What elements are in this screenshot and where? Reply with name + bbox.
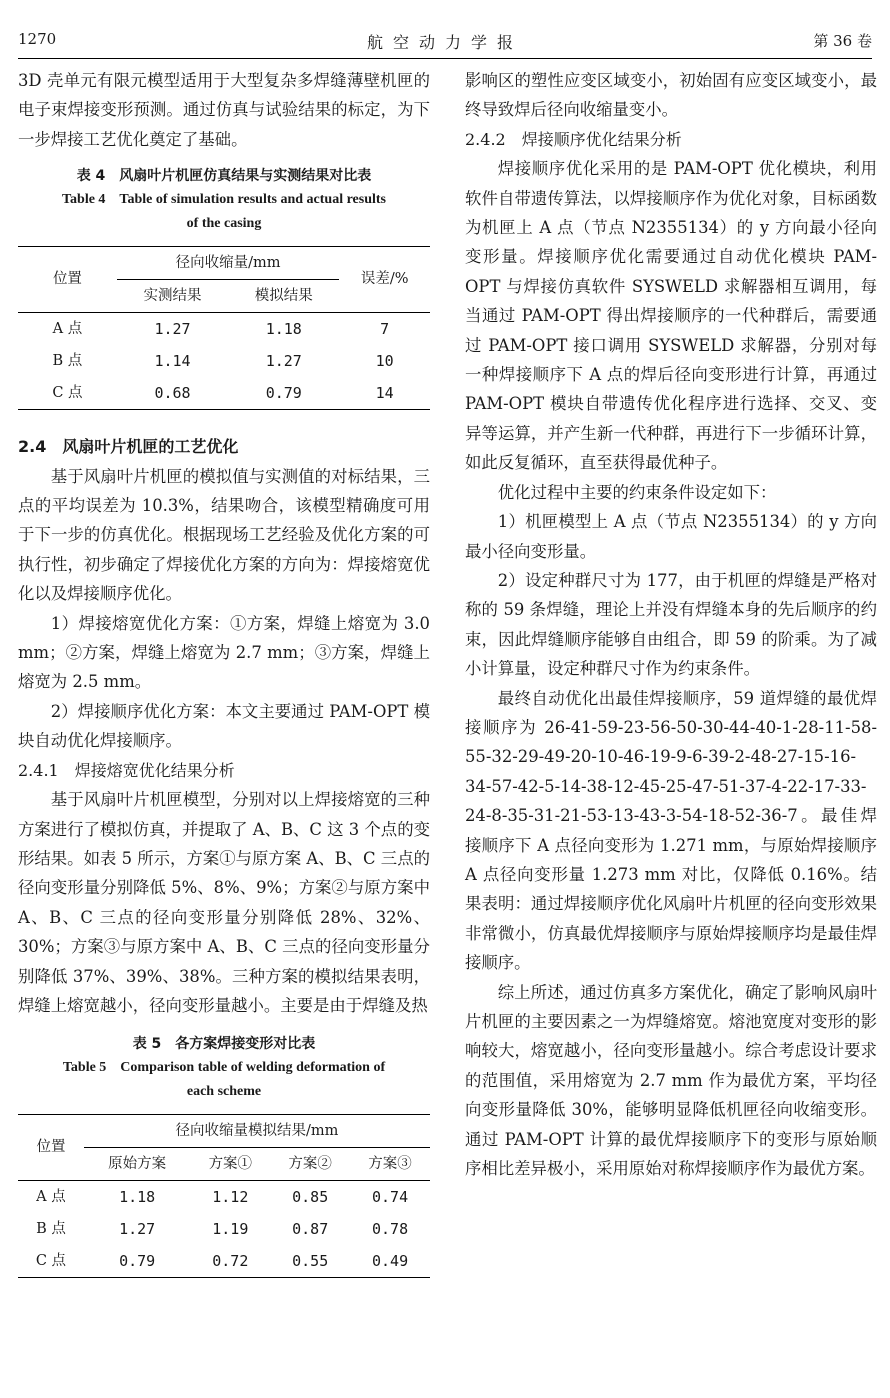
paragraph: 2）设定种群尺寸为 177，由于机匣的焊缝是严格对称的 59 条焊缝，理论上并没有焊缝本身的先后顺序的约束，因此焊缝顺序能够自由组合，即 59 的阶乘。为了减小计算量，设定种群尺寸作为约束条件。	[465, 570, 877, 679]
paragraph: 基于风扇叶片机匣的模拟值与实测值的对标结果，三点的平均误差为 10.3%，结果吻合，该模型精确度可用于下一步的仿真优化。根据现场工艺经验及优化方案的可执行性，初步确定了焊接优化方案的方向为：焊接熔宽优化以及焊接顺序优化。	[18, 466, 430, 604]
column-header: 原始方案	[108, 1155, 167, 1172]
section-heading: 2.4 风扇叶片机匣的工艺优化	[18, 437, 239, 457]
cell: 0.49	[371, 1251, 409, 1270]
cell: C 点	[35, 1252, 67, 1269]
column-header: 位置	[36, 1139, 66, 1156]
cell: A 点	[36, 1188, 66, 1205]
cell: 7	[380, 319, 390, 338]
column-group-header: 径向收缩量/mm	[117, 247, 340, 280]
cell: 0.74	[371, 1187, 409, 1206]
column-header: 误差/%	[360, 271, 409, 288]
cell: A 点	[52, 320, 83, 337]
paragraph: 焊接顺序优化采用的是 PAM-OPT 优化模块，利用软件自带遗传算法，以焊接顺序作为优化对象，目标函数为机匣上 A 点（节点 N2355134）的 y 方向最小径向变形量。焊接顺序优化需要通过自动优化模块 PAM-OPT 与焊接仿真软件 SYSWELD 求解器相互调用，每当通过 PAM-OPT 得出焊接顺序的一代种群后，需要通过 PAM-OPT 接口调用 SYSWELD 求解器，分别对每一种焊接顺序下 A 点的焊后径向变形进行计算，再通过 PAM-OPT 模块自带遗传优化程序进行选择、交叉、变异等运算，并产生新一代种群，再进行下一步循环计算，如此反复循环，直至获得最优种子。	[465, 159, 877, 473]
journal-name: 航空动力学报	[366, 33, 523, 52]
cell: 1.14	[154, 351, 191, 370]
cell: 0.72	[212, 1251, 249, 1270]
column-header: 方案③	[368, 1155, 412, 1172]
paragraph: 1）机匣模型上 A 点（节点 N2355134）的 y 方向最小径向变形量。	[465, 512, 877, 561]
cell: 1.18	[265, 319, 302, 338]
left-column	[18, 66, 430, 1278]
data-table	[18, 1114, 430, 1278]
paragraph: 综上所述，通过仿真多方案优化，确定了影响风扇叶片机匣的主要因素之一为焊缝熔宽。熔池宽度对变形的影响较大，熔宽越小，径向变形量越小。综合考虑设计要求的范围值，采用熔宽为 2.7 mm 作为最优方案，平均径向变形量降低 30%，能够明显降低机匣径向收缩变形。通过 PAM-OPT 计算的最优焊接顺序下的变形与原始顺序相比差异极小，采用原始对称焊接顺序作为最优方案。	[465, 982, 877, 1179]
table-row	[18, 345, 430, 377]
cell: 0.55	[292, 1251, 329, 1270]
cell: 1.18	[119, 1187, 156, 1206]
table-4	[18, 164, 430, 410]
page-header	[18, 0, 872, 58]
column-header: 实测结果	[143, 287, 202, 304]
paragraph: 基于风扇叶片机匣模型，分别对以上焊接熔宽的三种方案进行了模拟仿真，并提取了 A、B、C 这 3 个点的变形结果。如表 5 所示，方案①与原方案 A、B、C 三点的径向变形量分别降低 5%、8%、9%；方案②与原方案中 A、B、C 三点的径向变形量分别降低 28%、32%、30%；方案③与原方案中 A、B、C 三点的径向变形量分别降低 37%、39%、38%。三种方案的模拟结果表明，焊缝上熔宽越小，径向变形量越小。主要是由于焊缝及热	[18, 790, 430, 1015]
table-row	[18, 1213, 430, 1245]
paragraph: 最终自动优化出最佳焊接顺序，59 道焊缝的最优焊接顺序为 26-41-59-23-56-50-30-44-40-1-28-11-58-55-32-29-49-20-10-46-19-9-6-39-2-48-27-15-16-34-57-42-5-14-38-12-45-25-47-51-37-4-22-17-33-24-8-35-31-21-53-13-43-3-54-18-52-36-7。最佳焊接顺序下 A 点径向变形为 1.271 mm，与原始焊接顺序 A 点径向变形量 1.273 mm 对比，仅降低 0.16%。结果表明：通过焊接顺序优化风扇叶片机匣的径向变形效果非常微小，仿真最优焊接顺序与原始焊接顺序均是最佳焊接顺序。	[465, 688, 877, 973]
cell: B 点	[52, 352, 83, 369]
table-row	[18, 377, 430, 410]
table-caption-en: Table 4 Table of simulation results and actual results	[61, 192, 386, 208]
column-header: 方案①	[208, 1155, 253, 1172]
table-caption-cn: 表 5 各方案焊接变形对比表	[132, 1036, 316, 1053]
cell: 1.27	[265, 351, 302, 370]
column-header: 位置	[52, 271, 82, 288]
cell: 0.78	[371, 1219, 409, 1238]
table-5	[18, 1032, 430, 1278]
cell: 0.79	[119, 1251, 156, 1270]
header-rule	[18, 58, 872, 59]
paragraph: 1）焊接熔宽优化方案：①方案，焊缝上熔宽为 3.0 mm；②方案，焊缝上熔宽为 2.7 mm；③方案，焊缝上熔宽为 2.5 mm。	[18, 613, 430, 692]
cell: 1.27	[119, 1219, 156, 1238]
table-row	[18, 1245, 430, 1278]
cell: 0.87	[292, 1219, 329, 1238]
table-caption-cn: 表 4 风扇叶片机匣仿真结果与实测结果对比表	[76, 168, 372, 185]
right-column	[465, 66, 877, 1183]
cell: 10	[375, 351, 394, 370]
column-header: 模拟结果	[254, 287, 313, 304]
cell: 0.79	[265, 383, 302, 402]
paragraph: 3D 壳单元有限元模型适用于大型复杂多焊缝薄壁机匣的电子束焊接变形预测。通过仿真与试验结果的标定，为下一步焊接工艺优化奠定了基础。	[18, 71, 430, 149]
column-header: 方案②	[288, 1155, 332, 1172]
volume-label: 第 36 卷	[813, 32, 872, 50]
cell: 0.85	[292, 1187, 329, 1206]
cell: C 点	[52, 384, 83, 401]
table-caption-en: of the casing	[186, 216, 262, 232]
cell: 1.27	[154, 319, 191, 338]
paragraph: 影响区的塑性应变区域变小，初始固有应变区域变小，最终导致焊后径向收缩量变小。	[465, 71, 877, 120]
cell: 0.68	[154, 383, 191, 402]
page-number: 1270	[18, 30, 57, 48]
cell: 14	[375, 383, 394, 402]
subsection-heading: 2.4.2 焊接顺序优化结果分析	[465, 129, 682, 149]
paragraph: 优化过程中主要的约束条件设定如下：	[497, 482, 777, 502]
column-group-header: 径向收缩量模拟结果/mm	[84, 1115, 430, 1148]
table-caption-en: Table 5 Comparison table of welding deformation of	[62, 1060, 386, 1076]
data-table	[18, 246, 430, 410]
table-caption-en: each scheme	[186, 1084, 262, 1100]
subsection-heading: 2.4.1 焊接熔宽优化结果分析	[18, 760, 235, 780]
cell: 1.19	[212, 1219, 249, 1238]
cell: B 点	[36, 1220, 66, 1237]
paragraph: 2）焊接顺序优化方案：本文主要通过 PAM-OPT 模块自动优化焊接顺序。	[18, 701, 430, 751]
table-row	[18, 313, 430, 346]
table-row	[18, 1181, 430, 1214]
cell: 1.12	[212, 1187, 249, 1206]
